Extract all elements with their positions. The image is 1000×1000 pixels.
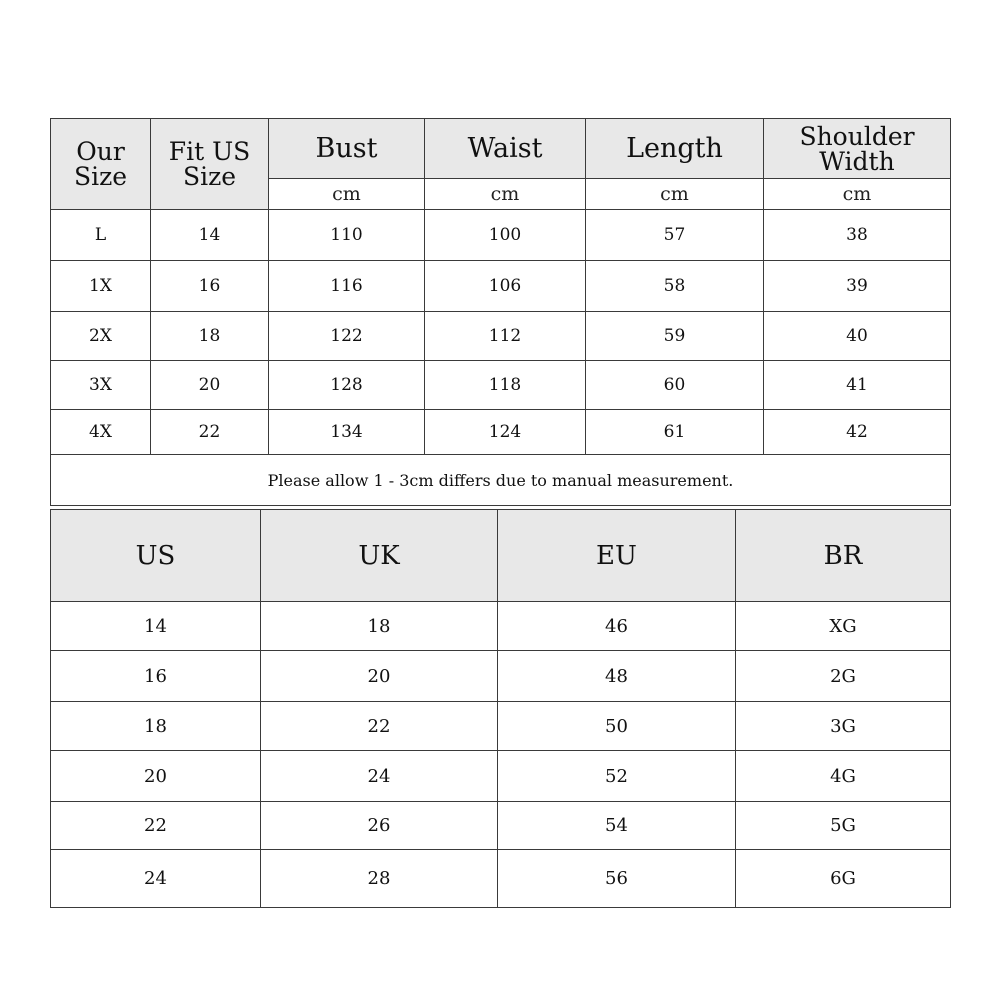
header-shoulder-line2: Width: [819, 146, 895, 176]
size-row: [51, 261, 951, 312]
header-our-size-line1: Our: [76, 137, 125, 166]
conversion-row: [51, 602, 951, 651]
size-conversion-table: [50, 509, 951, 908]
conversion-cell: 50: [498, 702, 736, 751]
conversion-cell: 5G: [736, 802, 951, 850]
size-cell: 42: [764, 410, 951, 455]
conversion-cell: XG: [736, 602, 951, 651]
conversion-rows: [51, 602, 951, 908]
conversion-row: [51, 802, 951, 850]
size-cell: 14: [151, 210, 269, 261]
size-cell: 1X: [51, 261, 151, 312]
size-cell: 22: [151, 410, 269, 455]
conversion-cell: 2G: [736, 651, 951, 702]
conversion-cell: 24: [261, 751, 498, 802]
unit-bust: cm: [269, 179, 425, 210]
header-us: US: [51, 510, 261, 602]
header-shoulder-line1: Shoulder: [799, 121, 915, 151]
conversion-row: [51, 651, 951, 702]
size-chart-table: [50, 118, 951, 506]
conversion-cell: 52: [498, 751, 736, 802]
size-cell: 20: [151, 361, 269, 410]
size-cell: 2X: [51, 312, 151, 361]
size-cell: 128: [269, 361, 425, 410]
size-cell: 61: [586, 410, 764, 455]
size-row: [51, 361, 951, 410]
size-row: [51, 210, 951, 261]
conversion-cell: 14: [51, 602, 261, 651]
header-bust: Bust: [269, 119, 425, 179]
header-uk: UK: [261, 510, 498, 602]
size-rows: [51, 210, 951, 455]
size-row: [51, 312, 951, 361]
unit-waist: cm: [425, 179, 586, 210]
unit-length: cm: [586, 179, 764, 210]
size-cell: 112: [425, 312, 586, 361]
size-row: [51, 410, 951, 455]
header-shoulder-width: [764, 119, 951, 179]
header-eu: EU: [498, 510, 736, 602]
conversion-cell: 28: [261, 850, 498, 908]
unit-shoulder-width: cm: [764, 179, 951, 210]
size-cell: 39: [764, 261, 951, 312]
conversion-cell: 56: [498, 850, 736, 908]
header-length: Length: [586, 119, 764, 179]
size-cell: 134: [269, 410, 425, 455]
size-cell: 60: [586, 361, 764, 410]
size-cell: 110: [269, 210, 425, 261]
size-cell: 58: [586, 261, 764, 312]
size-cell: 38: [764, 210, 951, 261]
header-waist: Waist: [425, 119, 586, 179]
conversion-cell: 22: [261, 702, 498, 751]
conversion-cell: 16: [51, 651, 261, 702]
header-our-size: [51, 119, 151, 210]
size-cell: 118: [425, 361, 586, 410]
size-cell: 3X: [51, 361, 151, 410]
conversion-cell: 26: [261, 802, 498, 850]
conversion-cell: 46: [498, 602, 736, 651]
size-cell: 100: [425, 210, 586, 261]
conversion-cell: 3G: [736, 702, 951, 751]
size-cell: 40: [764, 312, 951, 361]
conversion-cell: 24: [51, 850, 261, 908]
size-cell: 59: [586, 312, 764, 361]
header-fit-us-size: [151, 119, 269, 210]
conversion-cell: 18: [261, 602, 498, 651]
conversion-row: [51, 702, 951, 751]
size-cell: 57: [586, 210, 764, 261]
size-cell: 122: [269, 312, 425, 361]
conversion-cell: 20: [51, 751, 261, 802]
size-cell: 4X: [51, 410, 151, 455]
size-cell: 106: [425, 261, 586, 312]
conversion-row: [51, 751, 951, 802]
conversion-cell: 6G: [736, 850, 951, 908]
size-cell: 16: [151, 261, 269, 312]
size-cell: 124: [425, 410, 586, 455]
conversion-cell: 18: [51, 702, 261, 751]
conversion-cell: 20: [261, 651, 498, 702]
size-cell: 116: [269, 261, 425, 312]
header-br: BR: [736, 510, 951, 602]
conversion-cell: 54: [498, 802, 736, 850]
measurement-note: Please allow 1 - 3cm differs due to manual measurement.: [51, 455, 951, 506]
conversion-cell: 4G: [736, 751, 951, 802]
conversion-cell: 22: [51, 802, 261, 850]
header-fit-us-line1: Fit US: [168, 137, 251, 166]
size-cell: L: [51, 210, 151, 261]
conversion-cell: 48: [498, 651, 736, 702]
size-cell: 41: [764, 361, 951, 410]
header-fit-us-line2: Size: [182, 162, 237, 191]
conversion-row: [51, 850, 951, 908]
size-cell: 18: [151, 312, 269, 361]
header-our-size-line2: Size: [73, 162, 128, 191]
